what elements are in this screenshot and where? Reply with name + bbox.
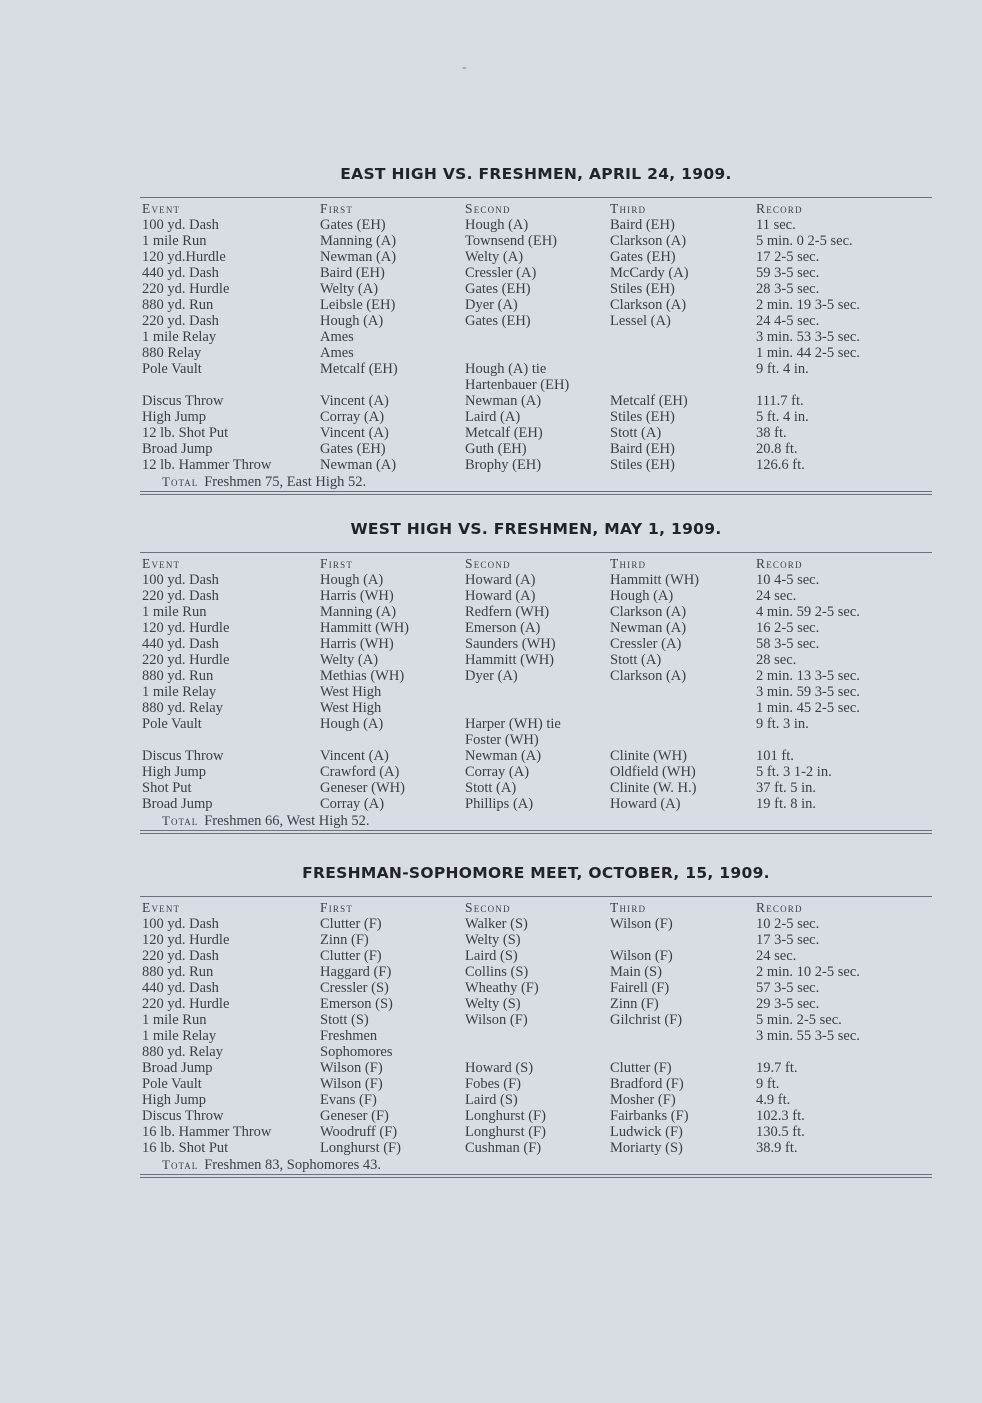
cell-event: 880 yd. Run bbox=[142, 297, 214, 313]
table-row bbox=[140, 313, 932, 329]
table-row bbox=[140, 1044, 932, 1060]
cell-event: 880 Relay bbox=[142, 345, 202, 361]
meet-title: WEST HIGH VS. FRESHMEN, MAY 1, 1909. bbox=[350, 520, 722, 538]
cell-third: Ludwick (F) bbox=[610, 1124, 683, 1140]
total-label: Total bbox=[162, 813, 199, 828]
page-mark: - bbox=[462, 60, 467, 75]
cell-third: Wilson (F) bbox=[610, 916, 673, 932]
column-header-third: Third bbox=[610, 201, 647, 216]
total-score: Freshmen 75, East High 52. bbox=[204, 474, 367, 490]
table-row bbox=[140, 457, 932, 473]
cell-event: Pole Vault bbox=[142, 1076, 202, 1092]
cell-record: 2 min. 13 3-5 sec. bbox=[756, 668, 860, 684]
cell-record: 4 min. 59 2-5 sec. bbox=[756, 604, 860, 620]
table-row bbox=[140, 1060, 932, 1076]
cell-event: 440 yd. Dash bbox=[142, 636, 219, 652]
cell-first: Gates (EH) bbox=[320, 441, 386, 457]
table-row bbox=[140, 345, 932, 361]
cell-record: 2 min. 19 3-5 sec. bbox=[756, 297, 860, 313]
cell-event: 1 mile Relay bbox=[142, 1028, 217, 1044]
cell-first: Harris (WH) bbox=[320, 588, 394, 604]
cell-record: 24 sec. bbox=[756, 588, 797, 604]
cell-event: 440 yd. Dash bbox=[142, 265, 219, 281]
cell-record: 10 4-5 sec. bbox=[756, 572, 820, 588]
cell-record: 28 3-5 sec. bbox=[756, 281, 820, 297]
cell-event: 12 lb. Hammer Throw bbox=[142, 457, 272, 473]
cell-first: Baird (EH) bbox=[320, 265, 385, 281]
cell-first: Stott (S) bbox=[320, 1012, 369, 1028]
cell-record: 37 ft. 5 in. bbox=[756, 780, 817, 796]
cell-record: 9 ft. 3 in. bbox=[756, 716, 809, 732]
cell-third: Clinite (W. H.) bbox=[610, 780, 697, 796]
cell-record: 59 3-5 sec. bbox=[756, 265, 820, 281]
cell-third: Stott (A) bbox=[610, 425, 662, 441]
cell-second: Phillips (A) bbox=[465, 796, 534, 812]
column-header-third: Third bbox=[610, 900, 647, 915]
cell-second: Welty (A) bbox=[465, 249, 524, 265]
cell-first: Ames bbox=[320, 329, 354, 345]
table-row bbox=[140, 1108, 932, 1124]
cell-record: 38.9 ft. bbox=[756, 1140, 798, 1156]
cell-second: Brophy (EH) bbox=[465, 457, 542, 473]
cell-second: Howard (A) bbox=[465, 588, 536, 604]
table-row bbox=[140, 265, 932, 281]
cell-first: Newman (A) bbox=[320, 249, 397, 265]
cell-record: 19.7 ft. bbox=[756, 1060, 798, 1076]
cell-first: Vincent (A) bbox=[320, 748, 389, 764]
cell-event: 16 lb. Hammer Throw bbox=[142, 1124, 272, 1140]
cell-third: Baird (EH) bbox=[610, 217, 675, 233]
cell-record: 5 ft. 4 in. bbox=[756, 409, 809, 425]
cell-first: Vincent (A) bbox=[320, 393, 389, 409]
table-row bbox=[140, 1092, 932, 1108]
bottom-rule bbox=[140, 491, 932, 492]
cell-first: Vincent (A) bbox=[320, 425, 389, 441]
top-rule bbox=[140, 197, 932, 198]
cell-second: Fobes (F) bbox=[465, 1076, 521, 1092]
table-row bbox=[140, 1012, 932, 1028]
cell-event: 880 yd. Relay bbox=[142, 1044, 223, 1060]
cell-second: Hough (A) tie bbox=[465, 361, 547, 377]
cell-record: 17 3-5 sec. bbox=[756, 932, 820, 948]
cell-second: Laird (S) bbox=[465, 1092, 518, 1108]
cell-record: 111.7 ft. bbox=[756, 393, 804, 409]
cell-event: High Jump bbox=[142, 1092, 207, 1108]
cell-record: 24 sec. bbox=[756, 948, 797, 964]
cell-record: 1 min. 45 2-5 sec. bbox=[756, 700, 860, 716]
cell-first: West High bbox=[320, 684, 382, 700]
cell-first: Hough (A) bbox=[320, 572, 384, 588]
bottom-rule bbox=[140, 1174, 932, 1175]
cell-second: Cressler (A) bbox=[465, 265, 537, 281]
cell-event: Broad Jump bbox=[142, 441, 213, 457]
column-header-first: First bbox=[320, 201, 354, 216]
cell-second: Longhurst (F) bbox=[465, 1108, 546, 1124]
table-row bbox=[140, 1140, 932, 1156]
cell-event: 16 lb. Shot Put bbox=[142, 1140, 229, 1156]
cell-record: 16 2-5 sec. bbox=[756, 620, 820, 636]
cell-record: 57 3-5 sec. bbox=[756, 980, 820, 996]
cell-second: Welty (S) bbox=[465, 996, 521, 1012]
cell-first: Wilson (F) bbox=[320, 1060, 383, 1076]
cell-first: Freshmen bbox=[320, 1028, 378, 1044]
cell-second: Gates (EH) bbox=[465, 313, 531, 329]
cell-third: Gates (EH) bbox=[610, 249, 676, 265]
cell-record: 5 min. 0 2-5 sec. bbox=[756, 233, 853, 249]
cell-third: Metcalf (EH) bbox=[610, 393, 688, 409]
cell-second: Metcalf (EH) bbox=[465, 425, 543, 441]
cell-third: Bradford (F) bbox=[610, 1076, 684, 1092]
cell-record: 58 3-5 sec. bbox=[756, 636, 820, 652]
cell-event: Pole Vault bbox=[142, 716, 202, 732]
cell-second: Hammitt (WH) bbox=[465, 652, 554, 668]
cell-second: Laird (S) bbox=[465, 948, 518, 964]
cell-record: 9 ft. bbox=[756, 1076, 780, 1092]
cell-third: Clarkson (A) bbox=[610, 604, 687, 620]
column-header-record: Record bbox=[756, 900, 803, 915]
cell-record: 101 ft. bbox=[756, 748, 794, 764]
cell-record: 3 min. 55 3-5 sec. bbox=[756, 1028, 860, 1044]
cell-first: Ames bbox=[320, 345, 354, 361]
total-line bbox=[140, 812, 932, 829]
table-row bbox=[140, 932, 932, 948]
cell-event: 880 yd. Run bbox=[142, 668, 214, 684]
table-row bbox=[140, 684, 932, 700]
cell-third: Main (S) bbox=[610, 964, 662, 980]
cell-event: 120 yd. Hurdle bbox=[142, 932, 230, 948]
cell-third: Howard (A) bbox=[610, 796, 681, 812]
cell-third: Stiles (EH) bbox=[610, 281, 675, 297]
cell-third: Moriarty (S) bbox=[610, 1140, 683, 1156]
cell-first: Methias (WH) bbox=[320, 668, 405, 684]
cell-event: Discus Throw bbox=[142, 393, 224, 409]
cell-record: 130.5 ft. bbox=[756, 1124, 805, 1140]
cell-second: Hough (A) bbox=[465, 217, 529, 233]
cell-second: Stott (A) bbox=[465, 780, 517, 796]
cell-second: Corray (A) bbox=[465, 764, 530, 780]
cell-event: Discus Throw bbox=[142, 1108, 224, 1124]
cell-third: Lessel (A) bbox=[610, 313, 671, 329]
cell-event: 880 yd. Relay bbox=[142, 700, 223, 716]
table-row bbox=[140, 948, 932, 964]
cell-first: Corray (A) bbox=[320, 796, 385, 812]
cell-first: Clutter (F) bbox=[320, 916, 382, 932]
cell-first: Manning (A) bbox=[320, 233, 397, 249]
cell-third: Clarkson (A) bbox=[610, 297, 687, 313]
cell-first: Corray (A) bbox=[320, 409, 385, 425]
total-score: Freshmen 83, Sophomores 43. bbox=[204, 1157, 382, 1173]
cell-third: Mosher (F) bbox=[610, 1092, 676, 1108]
cell-event: Discus Throw bbox=[142, 748, 224, 764]
table-row bbox=[140, 996, 932, 1012]
cell-event: 120 yd.Hurdle bbox=[142, 249, 226, 265]
table-row bbox=[140, 361, 932, 377]
cell-second: Cushman (F) bbox=[465, 1140, 542, 1156]
table-row bbox=[140, 716, 932, 732]
cell-first: Harris (WH) bbox=[320, 636, 394, 652]
table-row bbox=[140, 748, 932, 764]
cell-record: 2 min. 10 2-5 sec. bbox=[756, 964, 860, 980]
table-row bbox=[140, 588, 932, 604]
cell-second: Collins (S) bbox=[465, 964, 529, 980]
cell-record: 38 ft. bbox=[756, 425, 787, 441]
cell-first: Leibsle (EH) bbox=[320, 297, 396, 313]
cell-third: Wilson (F) bbox=[610, 948, 673, 964]
table-row bbox=[140, 249, 932, 265]
cell-first: Zinn (F) bbox=[320, 932, 369, 948]
cell-third: Zinn (F) bbox=[610, 996, 659, 1012]
cell-record: 10 2-5 sec. bbox=[756, 916, 820, 932]
table-row bbox=[140, 377, 932, 393]
table-row bbox=[140, 668, 932, 684]
cell-second: Longhurst (F) bbox=[465, 1124, 546, 1140]
cell-second: Hartenbauer (EH) bbox=[465, 377, 570, 393]
table-row bbox=[140, 572, 932, 588]
cell-first: Metcalf (EH) bbox=[320, 361, 398, 377]
cell-record: 3 min. 59 3-5 sec. bbox=[756, 684, 860, 700]
cell-second: Townsend (EH) bbox=[465, 233, 558, 249]
cell-first: Clutter (F) bbox=[320, 948, 382, 964]
cell-third: Clinite (WH) bbox=[610, 748, 687, 764]
column-header-second: Second bbox=[465, 900, 511, 915]
cell-event: 880 yd. Run bbox=[142, 964, 214, 980]
table-row bbox=[140, 796, 932, 812]
table-row bbox=[140, 764, 932, 780]
cell-third: Stiles (EH) bbox=[610, 409, 675, 425]
cell-record: 1 min. 44 2-5 sec. bbox=[756, 345, 860, 361]
cell-record: 24 4-5 sec. bbox=[756, 313, 820, 329]
cell-second: Newman (A) bbox=[465, 393, 542, 409]
table-header bbox=[140, 556, 932, 572]
cell-first: Hammitt (WH) bbox=[320, 620, 409, 636]
cell-event: High Jump bbox=[142, 764, 207, 780]
column-header-record: Record bbox=[756, 556, 803, 571]
table-row bbox=[140, 980, 932, 996]
cell-third: Newman (A) bbox=[610, 620, 687, 636]
cell-second: Dyer (A) bbox=[465, 668, 518, 684]
cell-event: 100 yd. Dash bbox=[142, 217, 219, 233]
meet-west-high-vs-freshmen bbox=[140, 520, 932, 834]
cell-second: Guth (EH) bbox=[465, 441, 527, 457]
cell-event: Shot Put bbox=[142, 780, 192, 796]
table-row bbox=[140, 393, 932, 409]
cell-third: McCardy (A) bbox=[610, 265, 689, 281]
cell-second: Foster (WH) bbox=[465, 732, 539, 748]
meet-title: FRESHMAN-SOPHOMORE MEET, OCTOBER, 15, 1909. bbox=[302, 864, 770, 882]
cell-second: Saunders (WH) bbox=[465, 636, 556, 652]
table-row bbox=[140, 732, 932, 748]
cell-second: Laird (A) bbox=[465, 409, 521, 425]
cell-first: Haggard (F) bbox=[320, 964, 392, 980]
table-row bbox=[140, 1076, 932, 1092]
cell-event: 220 yd. Dash bbox=[142, 313, 219, 329]
cell-third: Hammitt (WH) bbox=[610, 572, 699, 588]
cell-first: Sophomores bbox=[320, 1044, 393, 1060]
column-header-first: First bbox=[320, 900, 354, 915]
table-row bbox=[140, 1028, 932, 1044]
table-row bbox=[140, 217, 932, 233]
cell-first: Geneser (WH) bbox=[320, 780, 405, 796]
column-header-event: Event bbox=[142, 900, 181, 915]
cell-record: 20.8 ft. bbox=[756, 441, 798, 457]
cell-record: 5 min. 2-5 sec. bbox=[756, 1012, 842, 1028]
cell-second: Dyer (A) bbox=[465, 297, 518, 313]
table-row bbox=[140, 297, 932, 313]
cell-event: 12 lb. Shot Put bbox=[142, 425, 229, 441]
cell-first: Newman (A) bbox=[320, 457, 397, 473]
cell-first: Hough (A) bbox=[320, 716, 384, 732]
cell-second: Welty (S) bbox=[465, 932, 521, 948]
table-row bbox=[140, 620, 932, 636]
cell-third: Gilchrist (F) bbox=[610, 1012, 683, 1028]
meet-freshman-sophomore bbox=[140, 864, 932, 1178]
table-header bbox=[140, 900, 932, 916]
column-header-event: Event bbox=[142, 201, 181, 216]
cell-second: Newman (A) bbox=[465, 748, 542, 764]
table-row bbox=[140, 916, 932, 932]
cell-event: High Jump bbox=[142, 409, 207, 425]
cell-second: Redfern (WH) bbox=[465, 604, 550, 620]
table-row bbox=[140, 604, 932, 620]
table-header bbox=[140, 201, 932, 217]
cell-third: Fairell (F) bbox=[610, 980, 670, 996]
cell-record: 126.6 ft. bbox=[756, 457, 805, 473]
cell-third: Hough (A) bbox=[610, 588, 674, 604]
column-header-first: First bbox=[320, 556, 354, 571]
cell-first: Wilson (F) bbox=[320, 1076, 383, 1092]
cell-first: Welty (A) bbox=[320, 652, 379, 668]
total-label: Total bbox=[162, 474, 199, 489]
cell-record: 3 min. 53 3-5 sec. bbox=[756, 329, 860, 345]
meet-title: EAST HIGH VS. FRESHMEN, APRIL 24, 1909. bbox=[340, 165, 732, 183]
table-row bbox=[140, 409, 932, 425]
top-rule bbox=[140, 552, 932, 553]
cell-second: Gates (EH) bbox=[465, 281, 531, 297]
table-row bbox=[140, 700, 932, 716]
total-score: Freshmen 66, West High 52. bbox=[204, 813, 370, 829]
table-row bbox=[140, 329, 932, 345]
cell-record: 9 ft. 4 in. bbox=[756, 361, 809, 377]
cell-record: 5 ft. 3 1-2 in. bbox=[756, 764, 832, 780]
cell-second: Emerson (A) bbox=[465, 620, 541, 636]
cell-third: Cressler (A) bbox=[610, 636, 682, 652]
cell-event: 100 yd. Dash bbox=[142, 572, 219, 588]
column-header-record: Record bbox=[756, 201, 803, 216]
cell-record: 4.9 ft. bbox=[756, 1092, 791, 1108]
cell-first: Crawford (A) bbox=[320, 764, 400, 780]
cell-first: Emerson (S) bbox=[320, 996, 393, 1012]
cell-event: 220 yd. Hurdle bbox=[142, 281, 230, 297]
column-header-third: Third bbox=[610, 556, 647, 571]
bottom-rule-double bbox=[140, 494, 932, 495]
cell-second: Howard (A) bbox=[465, 572, 536, 588]
total-line bbox=[140, 473, 932, 490]
cell-event: 100 yd. Dash bbox=[142, 916, 219, 932]
cell-first: Geneser (F) bbox=[320, 1108, 389, 1124]
cell-third: Baird (EH) bbox=[610, 441, 675, 457]
cell-event: Broad Jump bbox=[142, 796, 213, 812]
table-row bbox=[140, 281, 932, 297]
cell-third: Clarkson (A) bbox=[610, 233, 687, 249]
table-row bbox=[140, 441, 932, 457]
column-header-event: Event bbox=[142, 556, 181, 571]
cell-first: Cressler (S) bbox=[320, 980, 389, 996]
meet-east-high-vs-freshmen bbox=[140, 165, 932, 495]
cell-third: Oldfield (WH) bbox=[610, 764, 696, 780]
cell-record: 11 sec. bbox=[756, 217, 796, 233]
cell-first: Woodruff (F) bbox=[320, 1124, 398, 1140]
table-row bbox=[140, 636, 932, 652]
table-row bbox=[140, 233, 932, 249]
cell-second: Harper (WH) tie bbox=[465, 716, 561, 732]
table-row bbox=[140, 1124, 932, 1140]
cell-third: Clutter (F) bbox=[610, 1060, 672, 1076]
column-header-second: Second bbox=[465, 556, 511, 571]
cell-record: 28 sec. bbox=[756, 652, 797, 668]
cell-event: 1 mile Relay bbox=[142, 684, 217, 700]
cell-event: 1 mile Run bbox=[142, 1012, 207, 1028]
cell-event: 220 yd. Dash bbox=[142, 588, 219, 604]
cell-record: 17 2-5 sec. bbox=[756, 249, 820, 265]
cell-first: Evans (F) bbox=[320, 1092, 377, 1108]
cell-third: Stott (A) bbox=[610, 652, 662, 668]
cell-event: 1 mile Relay bbox=[142, 329, 217, 345]
cell-first: Gates (EH) bbox=[320, 217, 386, 233]
table-row bbox=[140, 425, 932, 441]
cell-third: Fairbanks (F) bbox=[610, 1108, 689, 1124]
cell-first: Hough (A) bbox=[320, 313, 384, 329]
table-row bbox=[140, 652, 932, 668]
bottom-rule-double bbox=[140, 833, 932, 834]
table-row bbox=[140, 964, 932, 980]
cell-event: 1 mile Run bbox=[142, 604, 207, 620]
total-line bbox=[140, 1156, 932, 1173]
cell-first: Welty (A) bbox=[320, 281, 379, 297]
cell-event: Pole Vault bbox=[142, 361, 202, 377]
column-header-second: Second bbox=[465, 201, 511, 216]
table-row bbox=[140, 780, 932, 796]
total-label: Total bbox=[162, 1157, 199, 1172]
bottom-rule-double bbox=[140, 1177, 932, 1178]
cell-event: 220 yd. Dash bbox=[142, 948, 219, 964]
bottom-rule bbox=[140, 830, 932, 831]
cell-first: Longhurst (F) bbox=[320, 1140, 401, 1156]
top-rule bbox=[140, 896, 932, 897]
cell-second: Howard (S) bbox=[465, 1060, 534, 1076]
cell-record: 102.3 ft. bbox=[756, 1108, 805, 1124]
cell-first: West High bbox=[320, 700, 382, 716]
cell-event: Broad Jump bbox=[142, 1060, 213, 1076]
cell-record: 19 ft. 8 in. bbox=[756, 796, 817, 812]
cell-second: Wilson (F) bbox=[465, 1012, 528, 1028]
cell-second: Wheathy (F) bbox=[465, 980, 539, 996]
cell-event: 1 mile Run bbox=[142, 233, 207, 249]
cell-second: Walker (S) bbox=[465, 916, 528, 932]
cell-record: 29 3-5 sec. bbox=[756, 996, 820, 1012]
cell-event: 220 yd. Hurdle bbox=[142, 996, 230, 1012]
cell-first: Manning (A) bbox=[320, 604, 397, 620]
cell-third: Stiles (EH) bbox=[610, 457, 675, 473]
cell-third: Clarkson (A) bbox=[610, 668, 687, 684]
cell-event: 440 yd. Dash bbox=[142, 980, 219, 996]
cell-event: 220 yd. Hurdle bbox=[142, 652, 230, 668]
cell-event: 120 yd. Hurdle bbox=[142, 620, 230, 636]
